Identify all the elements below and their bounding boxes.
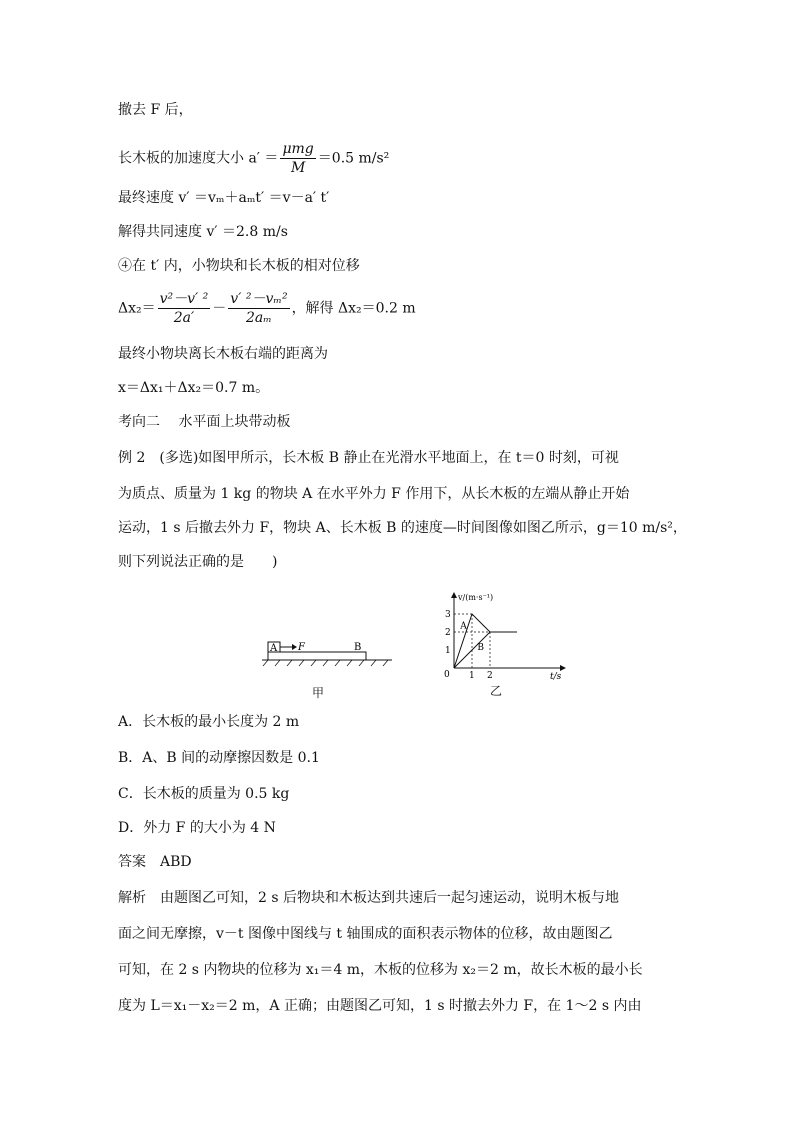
series-label-b: B — [477, 643, 485, 653]
dx2-suffix: ，解得 Δx₂＝0.2 m — [291, 300, 416, 317]
force-arrowhead — [292, 644, 297, 650]
text-line-delta-x2 — [118, 290, 416, 327]
option-a: A．长木板的最小长度为 2 m — [118, 714, 300, 730]
x-tick-label-2: 2 — [487, 671, 493, 680]
dx2-num-2: v′ ²－vₘ² — [230, 291, 288, 307]
figure-jia-svg — [260, 630, 400, 710]
force-label: F — [298, 642, 305, 653]
analysis-line-1: 解析 由题图乙可知，2 s 后物块和木板达到共速后一起匀速运动，说明木板与地 — [118, 890, 619, 906]
vt-chart — [440, 588, 570, 680]
option-b: B．A、B 间的动摩擦因数是 0.1 — [118, 750, 320, 766]
y-axis-label: v/(m·s⁻¹) — [458, 593, 494, 602]
series-lines — [454, 614, 517, 668]
x-tick-label-1: 1 — [469, 671, 475, 680]
accel-fraction — [280, 140, 315, 177]
accel-suffix: ＝0.5 m/s² — [317, 150, 390, 167]
dx2-den-2: 2aₘ — [246, 310, 272, 326]
dx2-num-1: v²－v′ ² — [159, 291, 209, 307]
text-line-final-distance: 最终小物块离长木板右端的距离为 — [118, 346, 328, 362]
accel-prefix: 长木板的加速度大小 a′ ＝ — [118, 150, 279, 167]
dx2-fraction-2 — [228, 290, 289, 327]
text-line-relative-displacement: ④在 t′ 内，小物块和长木板的相对位移 — [118, 258, 360, 274]
dx2-fraction-1 — [158, 290, 211, 327]
dx2-minus: － — [212, 300, 227, 317]
text-line-board-acceleration — [118, 140, 389, 177]
y-tick-label-3: 3 — [445, 610, 451, 620]
y-axis-arrow — [451, 592, 457, 598]
answer-line: 答案 ABD — [118, 854, 192, 870]
example-line-1: 例 2 (多选)如图甲所示，长木板 B 静止在光滑水平地面上，在 t＝0 时刻，可视 — [118, 450, 619, 466]
series-line-B — [454, 632, 517, 668]
tick-labels — [445, 610, 493, 680]
analysis-line-3: 可知，在 2 s 内物块的位移为 x₁＝4 m，木板的位移为 x₂＝2 m，故长木板的最小长 — [118, 962, 643, 978]
accel-denominator: M — [290, 160, 306, 176]
option-c: C．长木板的质量为 0.5 kg — [118, 786, 290, 802]
x-axis-arrow — [560, 665, 566, 671]
analysis-line-2: 面之间无摩擦，v－t 图像中图线与 t 轴围成的面积表示物体的位移，故由题图乙 — [118, 926, 613, 942]
origin-label: 0 — [444, 670, 450, 680]
section-heading: 考向二 水平面上块带动板 — [118, 414, 291, 430]
board-label: B — [354, 642, 362, 653]
y-tick-label-1: 1 — [445, 646, 451, 656]
text-line-common-velocity: 解得共同速度 v′ ＝2.8 m/s — [118, 224, 288, 240]
block-a-label: A — [270, 643, 278, 654]
figure-jia — [260, 630, 400, 710]
option-d: D．外力 F 的大小为 4 N — [118, 820, 276, 836]
example-line-2: 为质点、质量为 1 kg 的物块 A 在水平外力 F 作用下，从长木板的左端从静止开始 — [118, 486, 630, 502]
analysis-line-4: 度为 L＝x₁－x₂＝2 m，A 正确；由题图乙可知，1 s 时撤去外力 F，在 1～2 s 内由 — [118, 998, 642, 1014]
example-line-4: 则下列说法正确的是 ) — [118, 554, 278, 570]
board-b — [268, 652, 366, 660]
figure-jia-caption: 甲 — [312, 686, 325, 700]
text-line-remove-force: 撤去 F 后， — [118, 102, 193, 118]
x-axis-label: t/s — [550, 672, 562, 680]
dx2-den-1: 2a′ — [173, 310, 195, 326]
text-line-x-result: x＝Δx₁＋Δx₂＝0.7 m。 — [118, 380, 270, 396]
text-line-final-velocity: 最终速度 v′ ＝vₘ＋aₘt′ ＝v－a′ t′ — [118, 190, 330, 206]
example-line-3: 运动，1 s 后撤去外力 F，物块 A、长木板 B 的速度—时间图像如图乙所示，g＝10 m/s²， — [118, 520, 687, 536]
series-label-a: A — [460, 621, 467, 632]
ground-hatch — [263, 660, 388, 666]
figure-yi — [440, 588, 570, 700]
dx2-prefix: Δx₂＝ — [118, 300, 156, 317]
y-tick-label-2: 2 — [445, 628, 451, 638]
figure-yi-caption: 乙 — [490, 684, 503, 698]
accel-numerator: μmg — [282, 141, 314, 157]
